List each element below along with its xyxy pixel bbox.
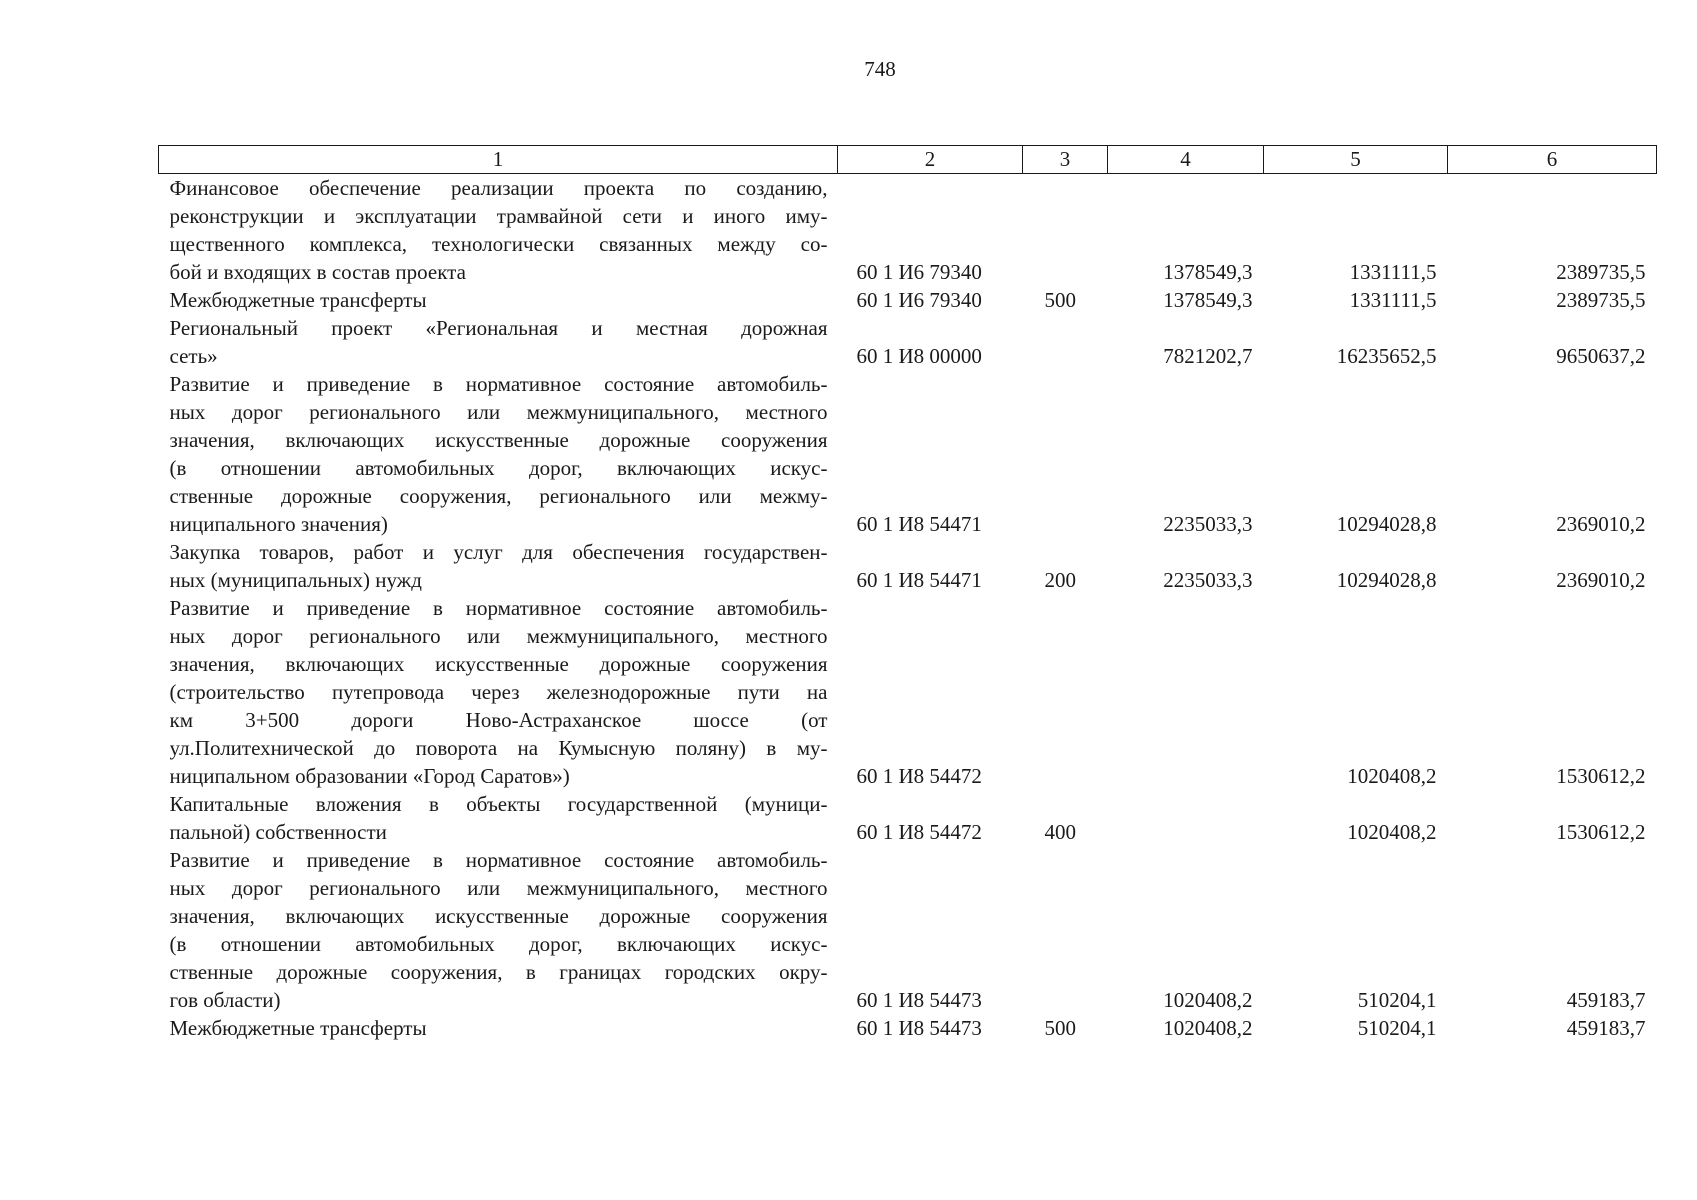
row-code: 60 1 И8 54472 xyxy=(856,820,982,844)
header-col-6: 6 xyxy=(1448,146,1657,174)
row-code: 60 1 И8 54471 xyxy=(856,568,982,592)
row-value-col-4: 1378549,3 xyxy=(1163,260,1253,284)
row-name-line: гов области) xyxy=(169,988,281,1012)
row-value-col-5: 1331111,5 xyxy=(1349,288,1437,312)
row-name-line: Закупка товаров, работ и услуг для обеспечения государствен- xyxy=(169,540,828,564)
table-row xyxy=(159,174,1657,287)
row-name-line: ниципального значения) xyxy=(169,512,388,536)
row-expense-type: 500 xyxy=(1044,288,1076,312)
table-row xyxy=(159,594,1657,790)
row-name-line: Региональный проект «Региональная и местная дорожная xyxy=(169,316,828,340)
row-name-line: ных дорог регионального или межмуниципального, местного xyxy=(169,624,828,648)
row-name xyxy=(159,790,838,846)
row-value-col-5: 16235652,5 xyxy=(1336,344,1437,368)
row-name xyxy=(159,314,838,370)
row-name-line: (в отношении автомобильных дорог, включающих искус- xyxy=(169,932,828,956)
row-name-line: щественного комплекса, технологически связанных между со- xyxy=(169,232,828,256)
row-value-col-5: 510204,1 xyxy=(1357,988,1437,1012)
row-value-col-6: 459183,7 xyxy=(1566,1016,1646,1040)
budget-table xyxy=(158,145,1657,1042)
row-expense-type xyxy=(1023,370,1108,538)
row-name-line: ных (муниципальных) нужд xyxy=(169,568,422,592)
row-name-line: (строительство путепровода через железнодорожные пути на xyxy=(169,680,828,704)
row-code: 60 1 И8 54471 xyxy=(856,512,982,536)
row-value-col-4: 7821202,7 xyxy=(1163,344,1253,368)
table-row xyxy=(159,1014,1657,1042)
row-name-line: пальной) собственности xyxy=(169,820,387,844)
row-name-line: ниципальном образовании «Город Саратов») xyxy=(169,764,570,788)
table-row xyxy=(159,314,1657,370)
header-col-5: 5 xyxy=(1264,146,1448,174)
table-row xyxy=(159,790,1657,846)
row-name xyxy=(159,174,838,287)
row-name-line: Финансовое обеспечение реализации проекта по созданию, xyxy=(169,176,828,200)
row-code: 60 1 И8 54473 xyxy=(856,988,982,1012)
row-value-col-6: 1530612,2 xyxy=(1556,820,1646,844)
row-name-line: Капитальные вложения в объекты государственной (муници- xyxy=(169,792,828,816)
table-row xyxy=(159,846,1657,1014)
row-name-line: км 3+500 дороги Ново-Астраханское шоссе (от xyxy=(169,708,828,732)
row-name-line: Межбюджетные трансферты xyxy=(169,1016,427,1040)
row-code: 60 1 И8 54472 xyxy=(856,764,982,788)
row-expense-type xyxy=(1023,594,1108,790)
row-value-col-6: 459183,7 xyxy=(1566,988,1646,1012)
row-code: 60 1 И6 79340 xyxy=(856,288,982,312)
header-col-4: 4 xyxy=(1108,146,1264,174)
row-name-line: Развитие и приведение в нормативное состояние автомобиль- xyxy=(169,596,828,620)
row-name xyxy=(159,286,838,314)
row-name-line: ственные дорожные сооружения, регионального или межму- xyxy=(169,484,828,508)
table-body xyxy=(159,174,1657,1043)
row-value-col-6: 1530612,2 xyxy=(1556,764,1646,788)
page-number: 748 xyxy=(864,57,896,81)
row-value-col-5: 1331111,5 xyxy=(1349,260,1437,284)
row-name-line: Межбюджетные трансферты xyxy=(169,288,427,312)
row-name-line: ных дорог регионального или межмуниципального, местного xyxy=(169,876,828,900)
row-value-col-6: 2369010,2 xyxy=(1556,512,1646,536)
row-value-col-6: 9650637,2 xyxy=(1556,344,1646,368)
row-name-line: бой и входящих в состав проекта xyxy=(169,260,466,284)
row-code: 60 1 И6 79340 xyxy=(856,260,982,284)
row-expense-type xyxy=(1023,314,1108,370)
row-value-col-5: 1020408,2 xyxy=(1347,764,1437,788)
row-name-line: ул.Политехнической до поворота на Кумысную поляну) в му- xyxy=(169,736,828,760)
row-name-line: реконструкции и эксплуатации трамвайной сети и иного иму- xyxy=(169,204,828,228)
row-name-line: значения, включающих искусственные дорожные сооружения xyxy=(169,904,828,928)
row-value-col-4: 1378549,3 xyxy=(1163,288,1253,312)
row-name xyxy=(159,370,838,538)
row-value-col-4: 1020408,2 xyxy=(1163,1016,1253,1040)
row-name-line: сеть» xyxy=(169,344,218,368)
row-name-line: Развитие и приведение в нормативное состояние автомобиль- xyxy=(169,372,828,396)
row-value-col-5: 1020408,2 xyxy=(1347,820,1437,844)
row-value-col-6: 2389735,5 xyxy=(1556,260,1646,284)
row-name-line: Развитие и приведение в нормативное состояние автомобиль- xyxy=(169,848,828,872)
row-value-col-5: 510204,1 xyxy=(1357,1016,1437,1040)
row-value-col-4: 2235033,3 xyxy=(1163,568,1253,592)
row-expense-type xyxy=(1023,846,1108,1014)
row-value-col-5: 10294028,8 xyxy=(1336,568,1437,592)
row-name xyxy=(159,594,838,790)
row-name xyxy=(159,538,838,594)
row-code: 60 1 И8 00000 xyxy=(856,344,982,368)
header-row xyxy=(159,146,1657,174)
row-name-line: значения, включающих искусственные дорожные сооружения xyxy=(169,652,828,676)
row-expense-type: 500 xyxy=(1044,1016,1076,1040)
table-row xyxy=(159,286,1657,314)
table-header xyxy=(159,146,1657,174)
row-expense-type: 400 xyxy=(1044,820,1076,844)
row-name-line: значения, включающих искусственные дорожные сооружения xyxy=(169,428,828,452)
row-code: 60 1 И8 54473 xyxy=(856,1016,982,1040)
row-expense-type xyxy=(1023,174,1108,287)
table-row xyxy=(159,538,1657,594)
row-name-line: ственные дорожные сооружения, в границах городских окру- xyxy=(169,960,828,984)
row-value-col-4: 2235033,3 xyxy=(1163,512,1253,536)
row-name-line: (в отношении автомобильных дорог, включающих искус- xyxy=(169,456,828,480)
row-value-col-4: 1020408,2 xyxy=(1163,988,1253,1012)
table-row xyxy=(159,370,1657,538)
row-value-col-5: 10294028,8 xyxy=(1336,512,1437,536)
row-name xyxy=(159,846,838,1014)
header-col-1: 1 xyxy=(159,146,838,174)
row-name-line: ных дорог регионального или межмуниципального, местного xyxy=(169,400,828,424)
header-col-2: 2 xyxy=(838,146,1023,174)
row-value-col-6: 2389735,5 xyxy=(1556,288,1646,312)
row-value-col-4 xyxy=(1108,790,1264,846)
row-name xyxy=(159,1014,838,1042)
header-col-3: 3 xyxy=(1023,146,1108,174)
row-expense-type: 200 xyxy=(1044,568,1076,592)
row-value-col-4 xyxy=(1108,594,1264,790)
row-value-col-6: 2369010,2 xyxy=(1556,568,1646,592)
